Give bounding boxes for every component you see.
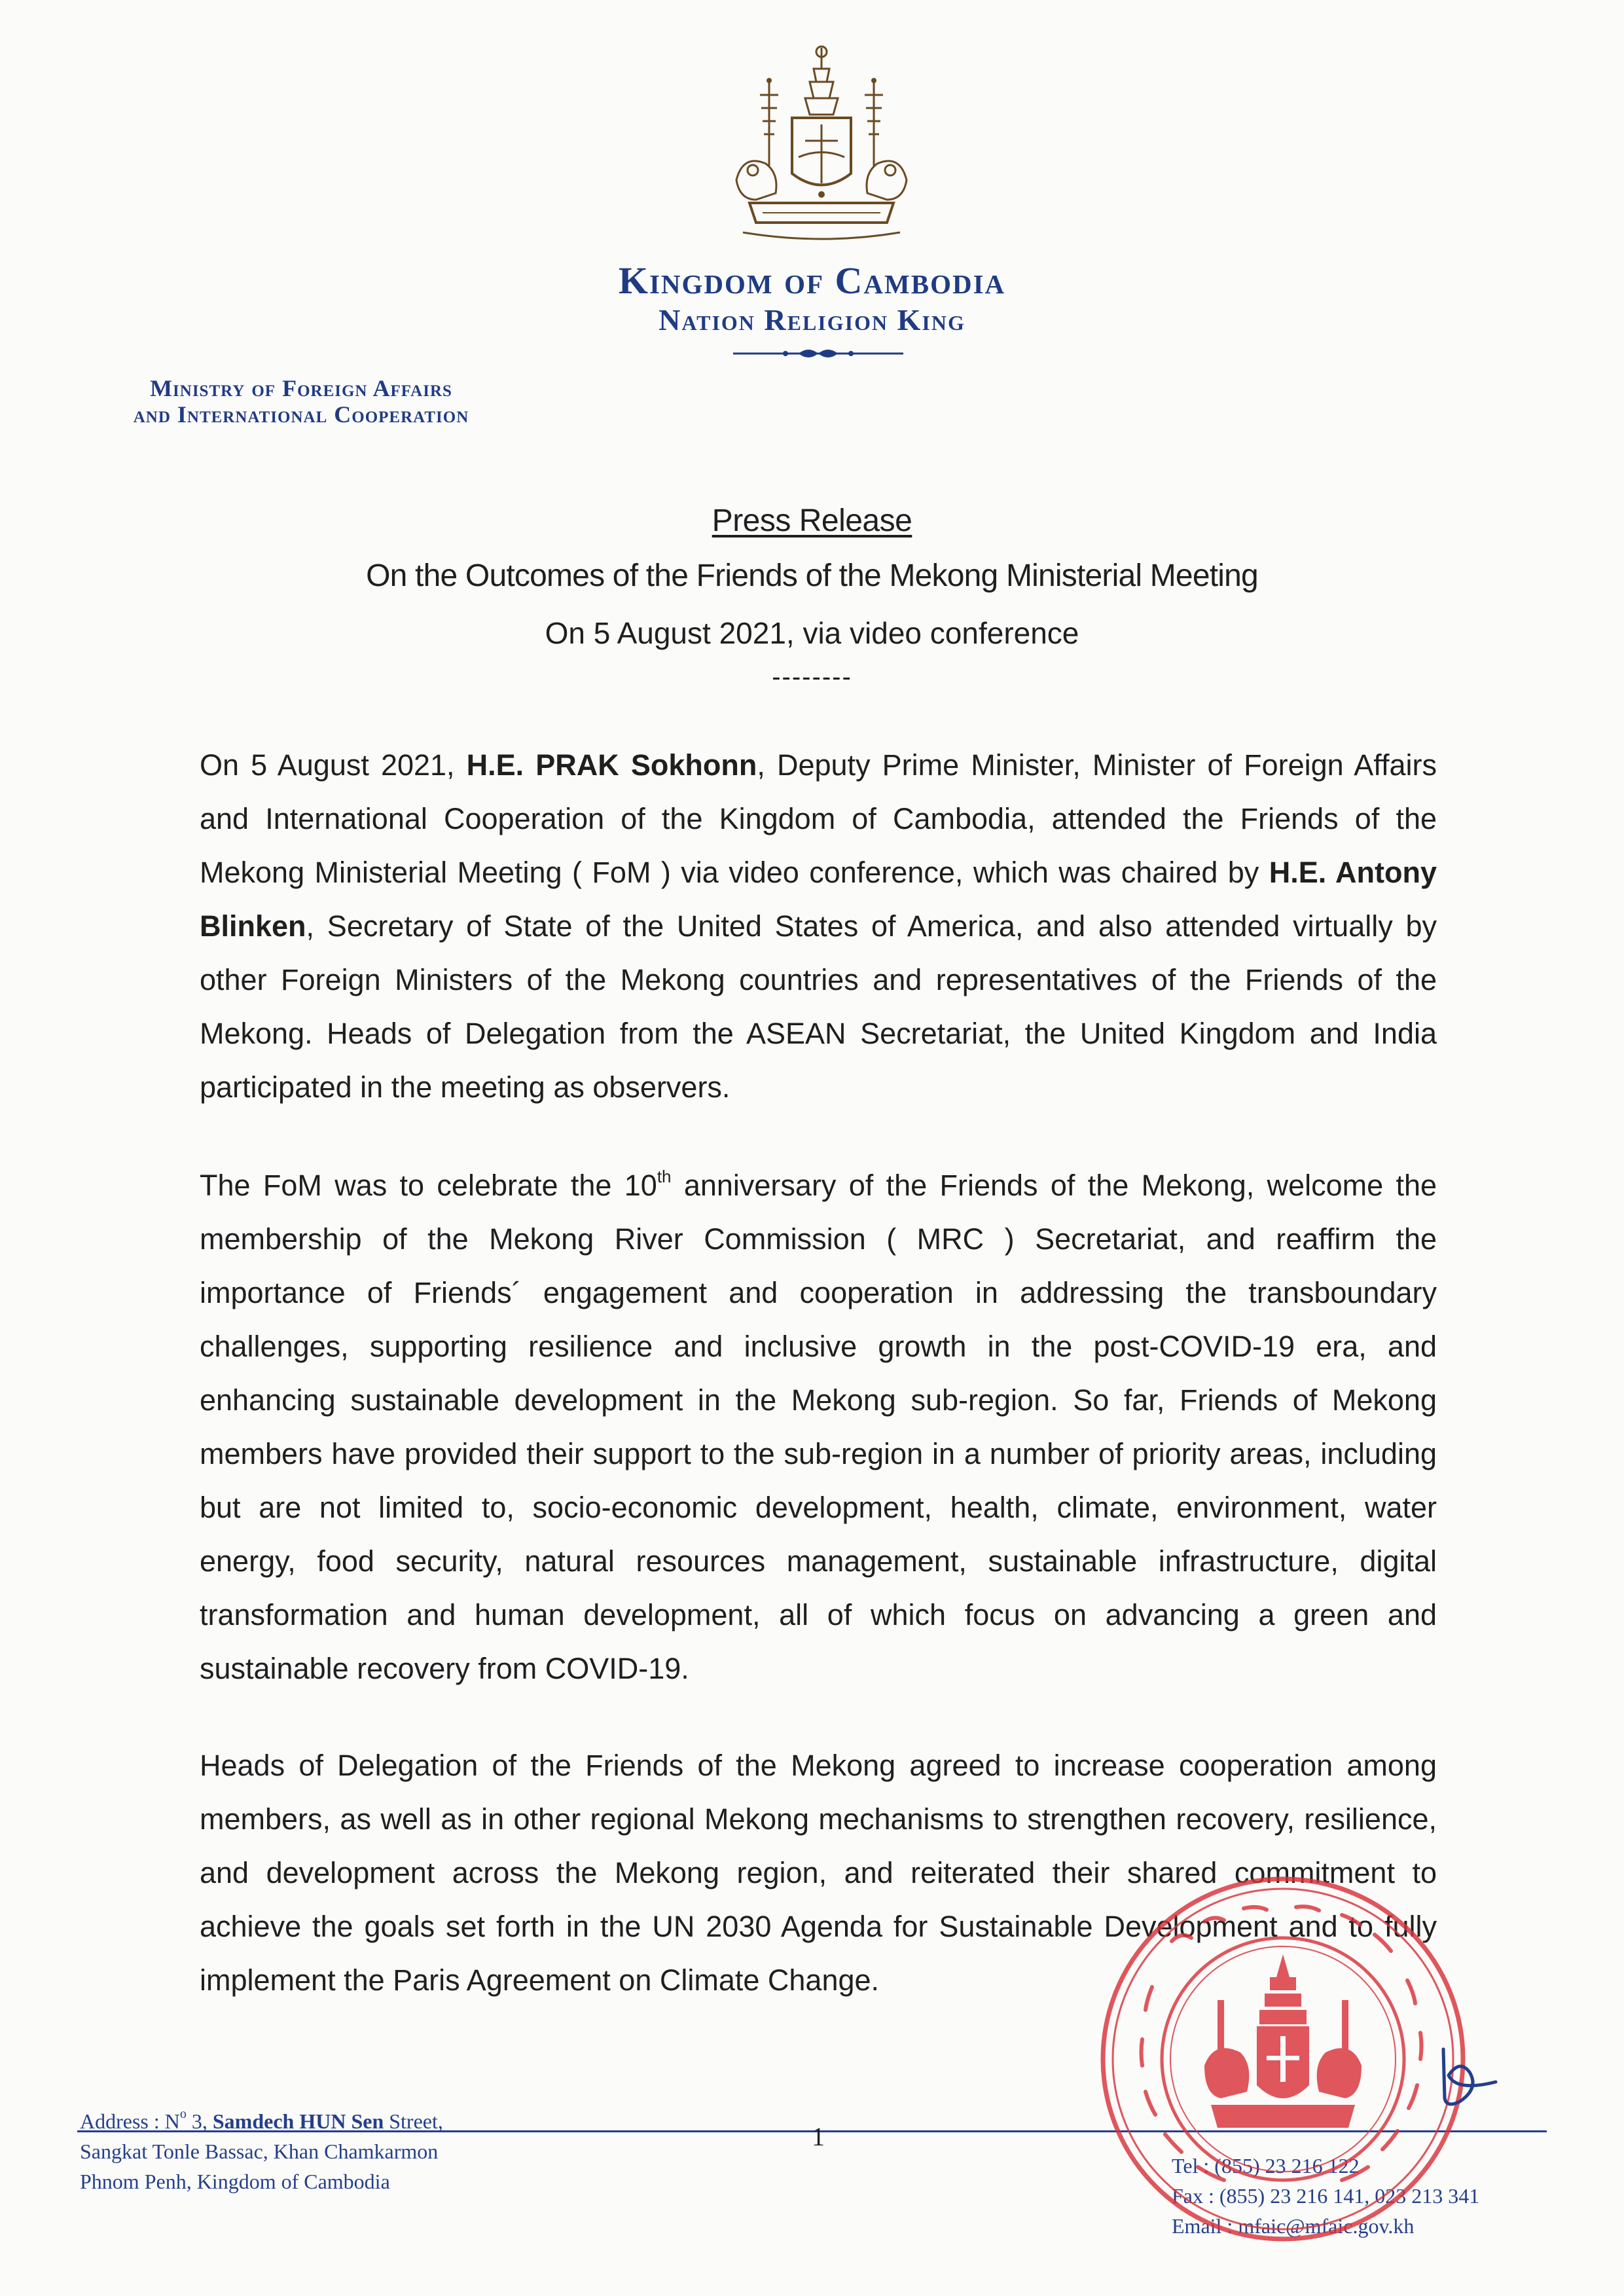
contact-fax: Fax : (855) 23 216 141, 023 213 341 [1172,2184,1480,2208]
address-no-superscript: o [179,2107,187,2122]
p1-name-antony-blinken: H.E. Antony Blinken [200,856,1437,943]
ministry-name-line1: Ministry of Foreign Affairs [150,375,452,401]
kingdom-title: Kingdom of Cambodia [618,259,1006,302]
address-line2: Sangkat Tonle Bassac, Khan Chamkarmon [80,2140,439,2163]
press-release-subtitle: On the Outcomes of the Friends of the Mekong Ministerial Meeting [366,558,1258,593]
address-street-rest: Street, [384,2109,443,2133]
signature-mark [1430,2036,1509,2115]
p1-text-c: , Deputy Prime Minister, Minister of Foreign Affairs and International Cooperation of the Kingdom of Cambodia, attended the Friends of the Mekong Ministerial Meeting ( FoM ) via video conference, which was chaired by [200,748,1437,889]
p1-text-a: On 5 August 2021, [200,748,467,782]
p1-text-e: , Secretary of State of the United States of America, and also attended virtually by other Foreign Ministers of the Mekong countries and representatives of the Friends of the Mekong. Heads of Delegation from the ASEAN Secretariat, the United Kingdom and India participated in the meeting as observers. [200,909,1437,1104]
body-paragraph-3: Heads of Delegation of the Friends of the Mekong agreed to increase cooperation among members, as well as in other regional Mekong mechanisms to strengthen recovery, resilience, and development across the Mekong region, and reiterated their shared commitment to achieve the goals set forth in the UN 2030 Agenda for Sustainable Development and to fully implement the Paris Agreement on Climate Change. [200,1749,1437,1997]
p2-text-b: anniversary of the Friends of the Mekong, welcome the membership of the Mekong River Commission ( MRC ) Secretariat, and reaffirm the importance of Friends´ engagement and cooperation in addressing the transboundary challenges, supporting resilience and inclusive growth in the post-COVID-19 era, and enhancing sustainable development in the Mekong sub-region. So far, Friends of Mekong members have provided their support to the sub-region in a number of priority areas, including but are not limited to, socio-economic development, health, climate, environment, water energy, food security, natural resources management, sustainable infrastructure, digital transformation and human development, all of which focus on advancing a green and sustainable recovery from COVID-19. [200,1169,1437,1685]
ministry-name-line2: and International Cooperation [133,401,469,428]
official-seal-stamp [1093,1869,1473,2249]
p2-text-a: The FoM was to celebrate the 10 [200,1169,657,1202]
contact-tel: Tel : (855) 23 216 122 [1172,2154,1360,2178]
contact-email: Email : mfaic@mfaic.gov.kh [1172,2214,1415,2238]
body-paragraph-1 [200,738,1437,1114]
address-street-name: Samdech HUN Sen [212,2109,384,2133]
address-prefix: Address : N [80,2109,180,2133]
address-line3: Phnom Penh, Kingdom of Cambodia [80,2170,390,2193]
p1-name-prak-sokhonn: H.E. PRAK Sokhonn [466,748,757,782]
dateline: On 5 August 2021, via video conference [545,616,1079,650]
address-number: 3, [186,2109,213,2133]
page-number: 1 [812,2122,825,2151]
separator: -------- [772,663,852,691]
body-paragraph-2 [200,1159,1437,1696]
p2-superscript: th [657,1167,672,1186]
coat-of-arms-emblem [717,43,926,252]
divider-ornament [733,344,903,363]
press-release-title: Press Release [712,503,912,538]
national-motto: Nation Religion King [659,303,965,337]
